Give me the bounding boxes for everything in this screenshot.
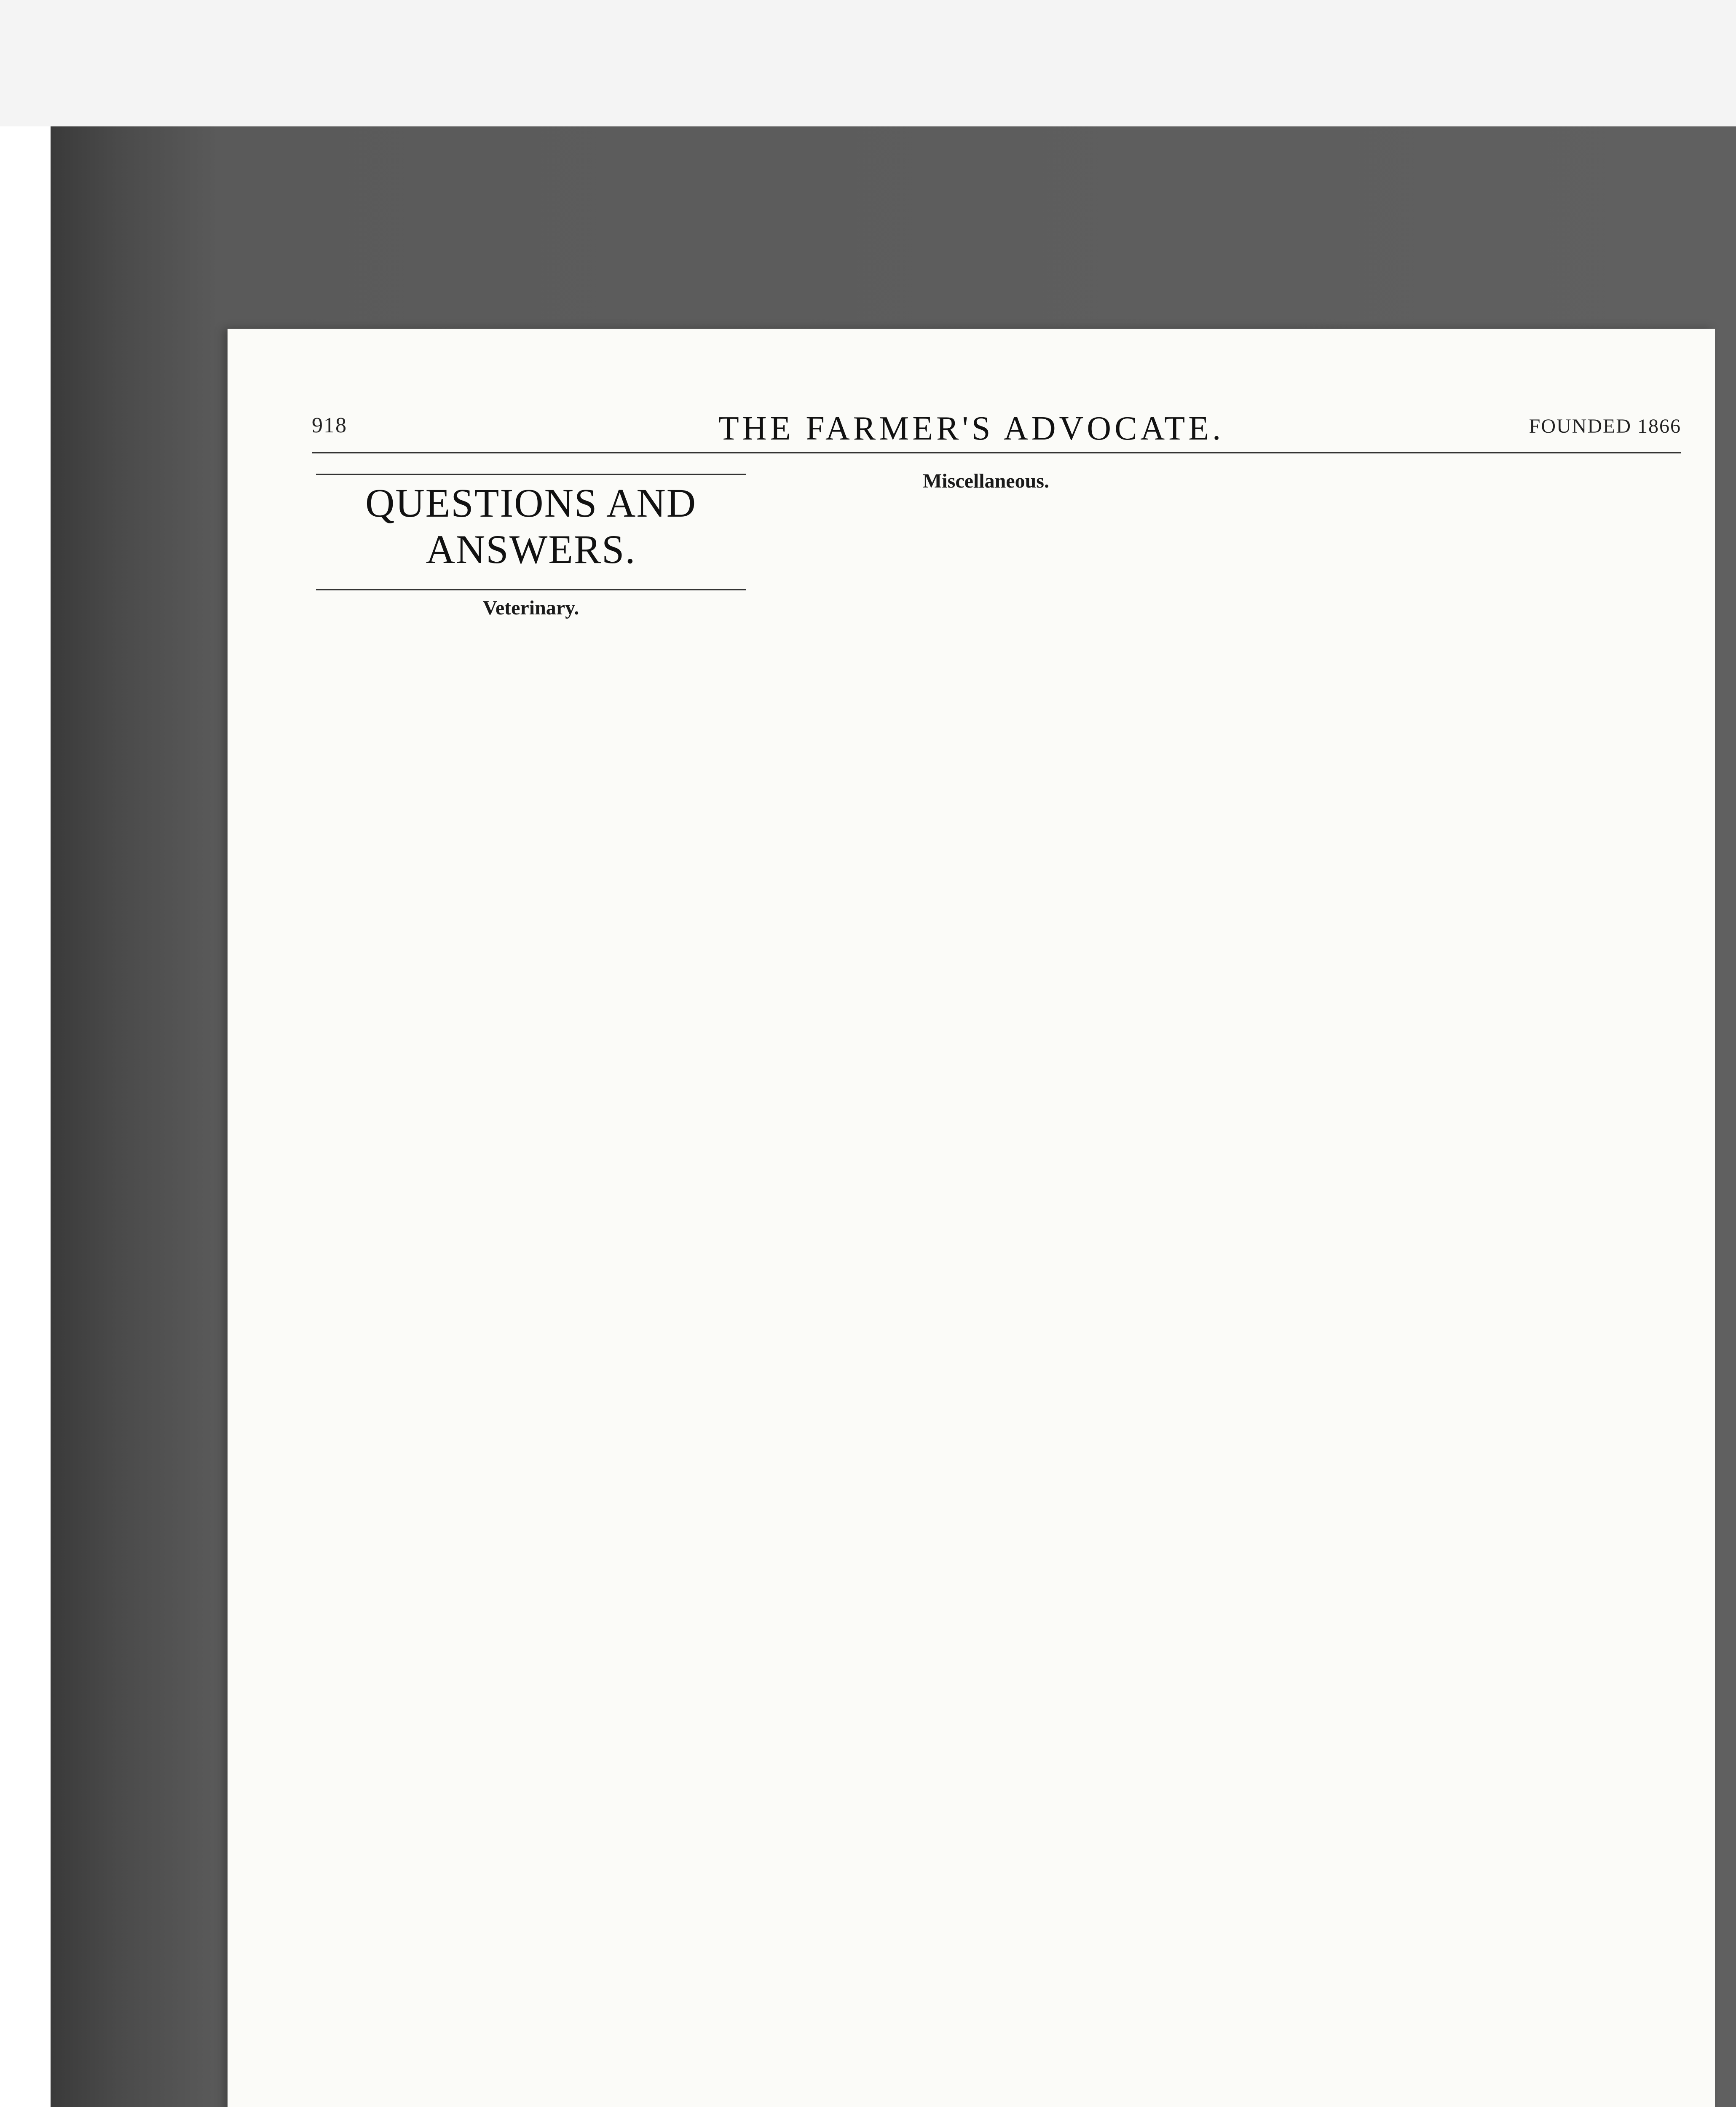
column-2 bbox=[771, 464, 1201, 2107]
miscellaneous-heading: Miscellaneous. bbox=[923, 470, 1049, 492]
questions-and-answers-title: QUESTIONS AND ANSWERS. bbox=[365, 480, 697, 572]
newspaper-page bbox=[228, 329, 1715, 2107]
running-head bbox=[228, 410, 1715, 451]
page-number: 918 bbox=[312, 413, 347, 437]
column-1 bbox=[316, 464, 746, 2107]
questions-and-answers-notice bbox=[316, 474, 746, 590]
column-3 bbox=[1226, 464, 1656, 2107]
masthead: THE FARMER'S ADVOCATE. bbox=[718, 410, 1224, 447]
founded-line: FOUNDED 1866 bbox=[1529, 415, 1681, 437]
masthead-rule bbox=[312, 452, 1681, 453]
veterinary-heading: Veterinary. bbox=[482, 597, 579, 619]
scan-top-margin bbox=[0, 0, 1736, 126]
